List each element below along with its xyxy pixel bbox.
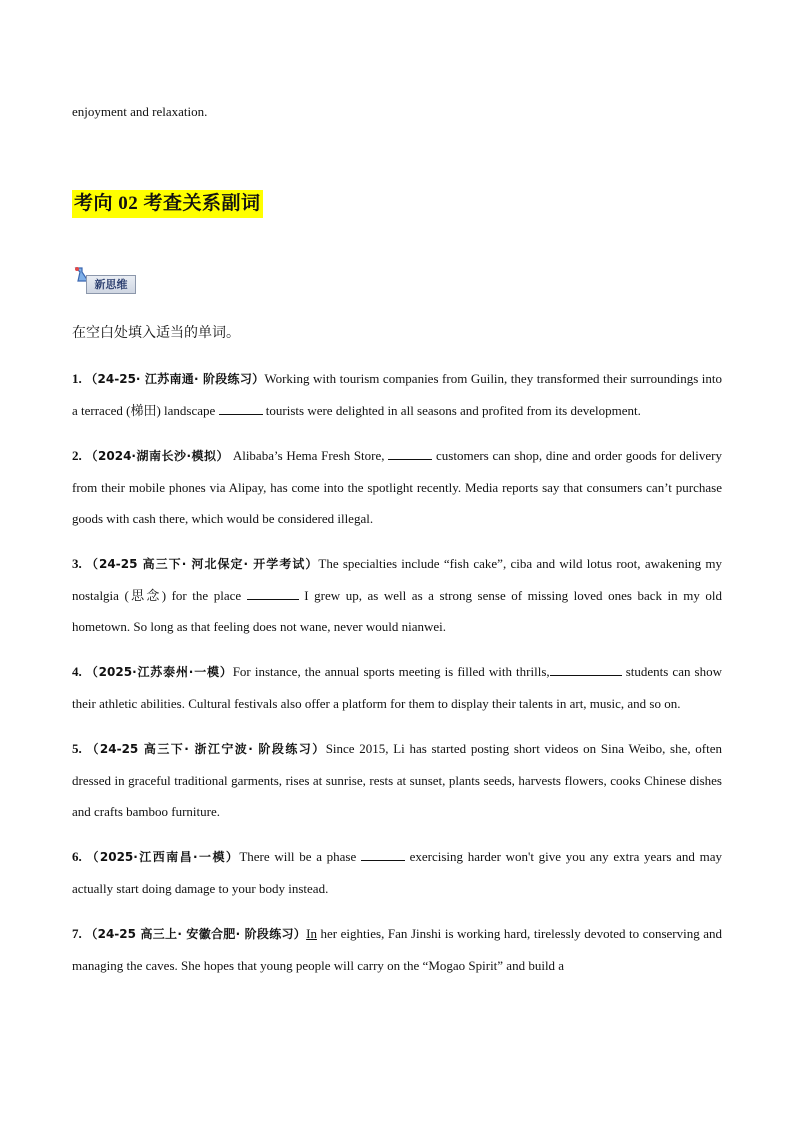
answer-blank[interactable] [388,445,432,460]
answer-blank[interactable] [247,585,299,600]
question-number: 5. [72,741,82,756]
badge-label: 新思维 [86,275,136,294]
question-source: （24-25· 江苏南通· 阶段练习） [85,372,265,386]
instruction-text: 在空白处填入适当的单词。 [72,325,240,341]
question-number: 6. [72,849,82,864]
answer-blank[interactable] [219,400,263,415]
underlined-word: In [306,926,317,941]
new-thinking-badge [72,265,138,297]
question-number: 2. [72,448,82,463]
question-text-before: Working with tourism companies from Guilin, they transformed their surroundings into a terraced (梯田) landscape [72,371,723,418]
question-item [72,656,722,719]
question-text-before: The specialties include “fish cake”, ciba and wild lotus root, awakening my nostalgia (思念) for the place [72,556,723,603]
question-source: （24-25 高三上· 安徽合肥· 阶段练习） [85,927,307,941]
question-list [72,363,722,995]
question-source: （2025·江西南昌·一模） [86,850,240,864]
question-source: （24-25 高三下· 浙江宁波· 阶段练习） [86,742,326,756]
section-title: 考向 02 考查关系副词 [72,190,263,218]
question-item [72,548,722,642]
question-item [72,363,722,426]
question-number: 7. [72,926,82,941]
question-text-after: I grew up, as well as a strong sense of missing loved ones back in my old hometown. So long as that feeling does not wane, never would nianwei. [72,588,722,634]
question-text-before: Since 2015, Li has started posting short videos on Sina Weibo, she, often dressed in graceful traditional garments, rises at sunrise, rests at sunset, plants seeds, harvests flowers, cooks Chinese dishes and crafts bamboo furniture. [72,741,723,819]
question-item [72,440,722,534]
question-number: 4. [72,664,82,679]
answer-blank[interactable] [550,661,622,676]
question-text-after: exercising harder won't give you any extra years and may actually start doing damage to your body instead. [72,849,722,896]
question-text-after: tourists were delighted in all seasons and profited from its development. [262,403,641,418]
question-number: 3. [72,556,82,571]
answer-blank[interactable] [361,846,405,861]
question-source: （24-25 高三下· 河北保定· 开学考试） [86,557,319,571]
question-text-before: For instance, the annual sports meeting is filled with thrills, [232,664,550,679]
question-item [72,841,722,904]
question-text-after: customers can shop, dine and order goods for delivery from their mobile phones via Alipay, has come into the spotlight recently. Media reports say that consumers can’t purchase goods with cash there, which would be considered illegal. [72,448,723,526]
question-text-before: Alibaba’s Hema Fresh Store, [229,448,389,463]
question-item [72,918,722,981]
question-source: （2024·湖南长沙·模拟） [85,449,230,463]
continued-text: enjoyment and relaxation. [72,104,208,119]
question-text-after: students can show their athletic abilities. Cultural festivals also offer a platform for them to display their talents in art, music, and so on. [72,664,722,711]
question-text-before: There will be a phase [239,849,361,864]
question-number: 1. [72,371,82,386]
question-source: （2025·江苏泰州·一模） [85,665,233,679]
question-text-before: her eighties, Fan Jinshi is working hard, tirelessly devoted to conserving and managing the caves. She hopes that young people will carry on the “Mogao Spirit” and build a [72,926,723,973]
question-item [72,733,722,827]
